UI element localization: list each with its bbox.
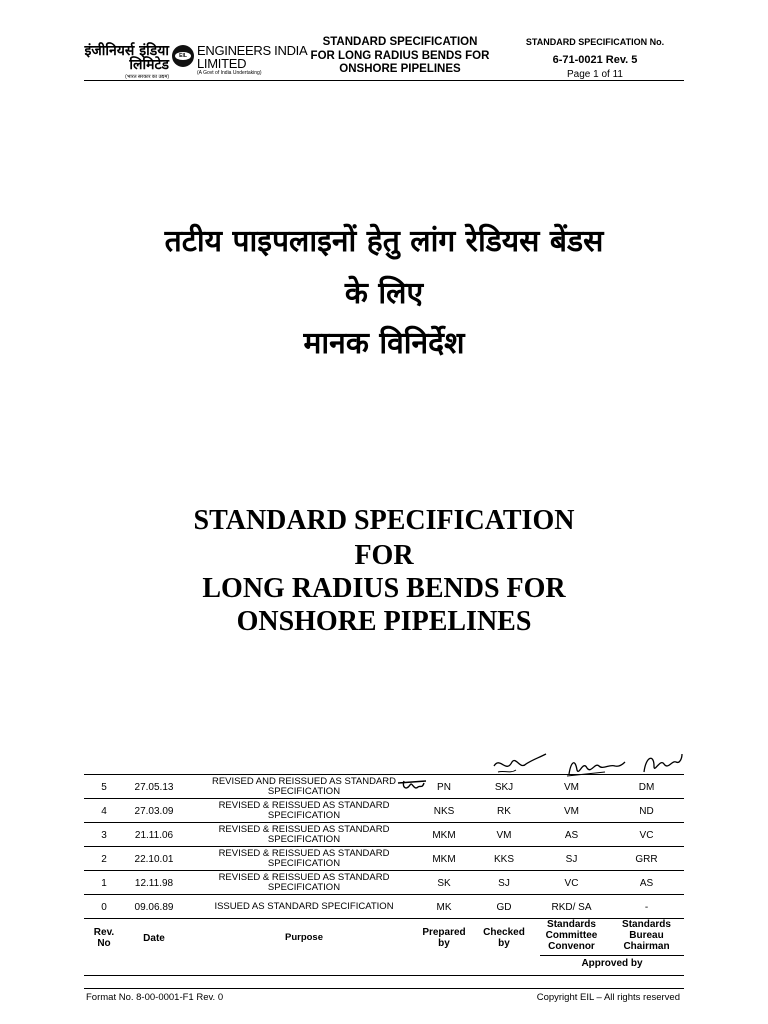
- format-number: Format No. 8-00-0001-F1 Rev. 0: [86, 992, 224, 1003]
- header-title-line: FOR LONG RADIUS BENDS FOR: [310, 49, 490, 62]
- approved-by-label: Approved by: [581, 958, 643, 969]
- header-title: [292, 36, 508, 77]
- date-cell: 22.10.01: [134, 853, 174, 865]
- english-title-line: LONG RADIUS BENDS FOR: [202, 573, 566, 604]
- checked-cell: SJ: [498, 877, 510, 889]
- hindi-title-line: के लिए: [344, 276, 424, 311]
- purpose-cell: REVISED AND REISSUED AS STANDARD SPECIFICATION: [211, 775, 397, 797]
- rev-cell: 2: [101, 853, 107, 865]
- footer-divider: [84, 988, 684, 989]
- header-date: Date: [143, 932, 165, 944]
- table-row: [84, 870, 684, 895]
- date-cell: 21.11.06: [134, 829, 174, 841]
- checked-cell: RK: [497, 805, 511, 817]
- purpose-cell: REVISED & REISSUED AS STANDARD SPECIFICATION: [218, 799, 390, 821]
- header-divider: [84, 80, 684, 81]
- english-title-line: ONSHORE PIPELINES: [236, 606, 532, 637]
- checked-cell: VM: [496, 829, 512, 841]
- rev-cell: 1: [101, 877, 107, 889]
- convenor-cell: VM: [564, 805, 579, 817]
- chairman-cell: GRR: [635, 853, 658, 865]
- header-title-line: ONSHORE PIPELINES: [339, 63, 461, 75]
- convenor-cell: VC: [564, 877, 579, 889]
- chairman-cell: DM: [638, 781, 655, 793]
- date-cell: 27.03.09: [134, 805, 174, 817]
- date-cell: 09.06.89: [134, 901, 174, 913]
- purpose-cell: REVISED & REISSUED AS STANDARD SPECIFICATION: [218, 823, 390, 845]
- approved-divider: [540, 955, 684, 956]
- english-title-line: STANDARD SPECIFICATION: [193, 505, 575, 536]
- logo-hindi-name: इंजीनियर्स इंडिया लिमिटेड: [84, 43, 169, 73]
- table-bottom-rule: [84, 975, 684, 976]
- convenor-cell: SJ: [565, 853, 578, 865]
- spec-number: 6-71-0021 Rev. 5: [552, 54, 638, 66]
- chairman-cell: -: [644, 901, 649, 913]
- purpose-cell: ISSUED AS STANDARD SPECIFICATION: [214, 900, 394, 912]
- header-chairman: Standards Bureau Chairman: [622, 919, 671, 952]
- page-number: Page 1 of 11: [567, 69, 623, 80]
- prepared-cell: SK: [437, 877, 451, 889]
- prepared-cell: MK: [436, 901, 452, 913]
- hindi-title-line: तटीय पाइपलाइनों हेतु लांग रेडियस बेंडस: [164, 224, 604, 259]
- chairman-cell: ND: [639, 805, 654, 817]
- header-rev: Rev. No: [93, 927, 115, 949]
- eil-logo-icon: EIL: [172, 45, 194, 67]
- spec-number-label: STANDARD SPECIFICATION No.: [525, 37, 665, 47]
- header-checked: Checked by: [483, 927, 525, 949]
- rev-cell: 4: [101, 805, 107, 817]
- logo-hindi-subtitle: (भारत सरकार का उद्यम): [125, 74, 169, 80]
- chairman-cell: AS: [639, 877, 654, 889]
- english-title-line: FOR: [354, 540, 414, 571]
- chairman-cell: VC: [639, 829, 654, 841]
- hindi-title-line: मानक विनिर्देश: [303, 326, 465, 361]
- logo-english-name: ENGINEERS INDIA LIMITED: [197, 43, 307, 71]
- table-row: [84, 822, 684, 847]
- checked-cell: KKS: [493, 853, 514, 865]
- purpose-cell: REVISED & REISSUED AS STANDARD SPECIFICATION: [218, 871, 390, 893]
- table-row: [84, 774, 684, 799]
- convenor-cell: AS: [564, 829, 579, 841]
- table-row: [84, 894, 684, 919]
- header-prepared: Prepared by: [422, 927, 466, 949]
- convenor-cell: VM: [564, 781, 579, 793]
- table-header-row: [84, 918, 684, 957]
- prepared-cell: MKM: [432, 829, 456, 841]
- purpose-cell: REVISED & REISSUED AS STANDARD SPECIFICATION: [218, 847, 390, 869]
- rev-cell: 5: [101, 781, 107, 793]
- prepared-cell: MKM: [432, 853, 456, 865]
- logo-english-subtitle: (A Govt of India Undertaking): [197, 70, 262, 76]
- prepared-cell: NKS: [433, 805, 455, 817]
- table-row: [84, 798, 684, 823]
- copyright: Copyright EIL – All rights reserved: [536, 992, 680, 1003]
- checked-cell: SKJ: [494, 781, 514, 793]
- header-purpose: Purpose: [284, 931, 323, 943]
- header-convenor: Standards Committee Convenor: [545, 919, 598, 952]
- rev-cell: 3: [101, 829, 107, 841]
- rev-cell: 0: [101, 901, 107, 913]
- checked-cell: GD: [496, 901, 512, 913]
- prepared-cell: PN: [437, 781, 451, 793]
- header-title-line: STANDARD SPECIFICATION: [322, 36, 478, 48]
- convenor-cell: RKD/ SA: [551, 901, 592, 913]
- table-row: [84, 846, 684, 871]
- date-cell: 27.05.13: [134, 781, 174, 793]
- date-cell: 12.11.98: [134, 877, 174, 889]
